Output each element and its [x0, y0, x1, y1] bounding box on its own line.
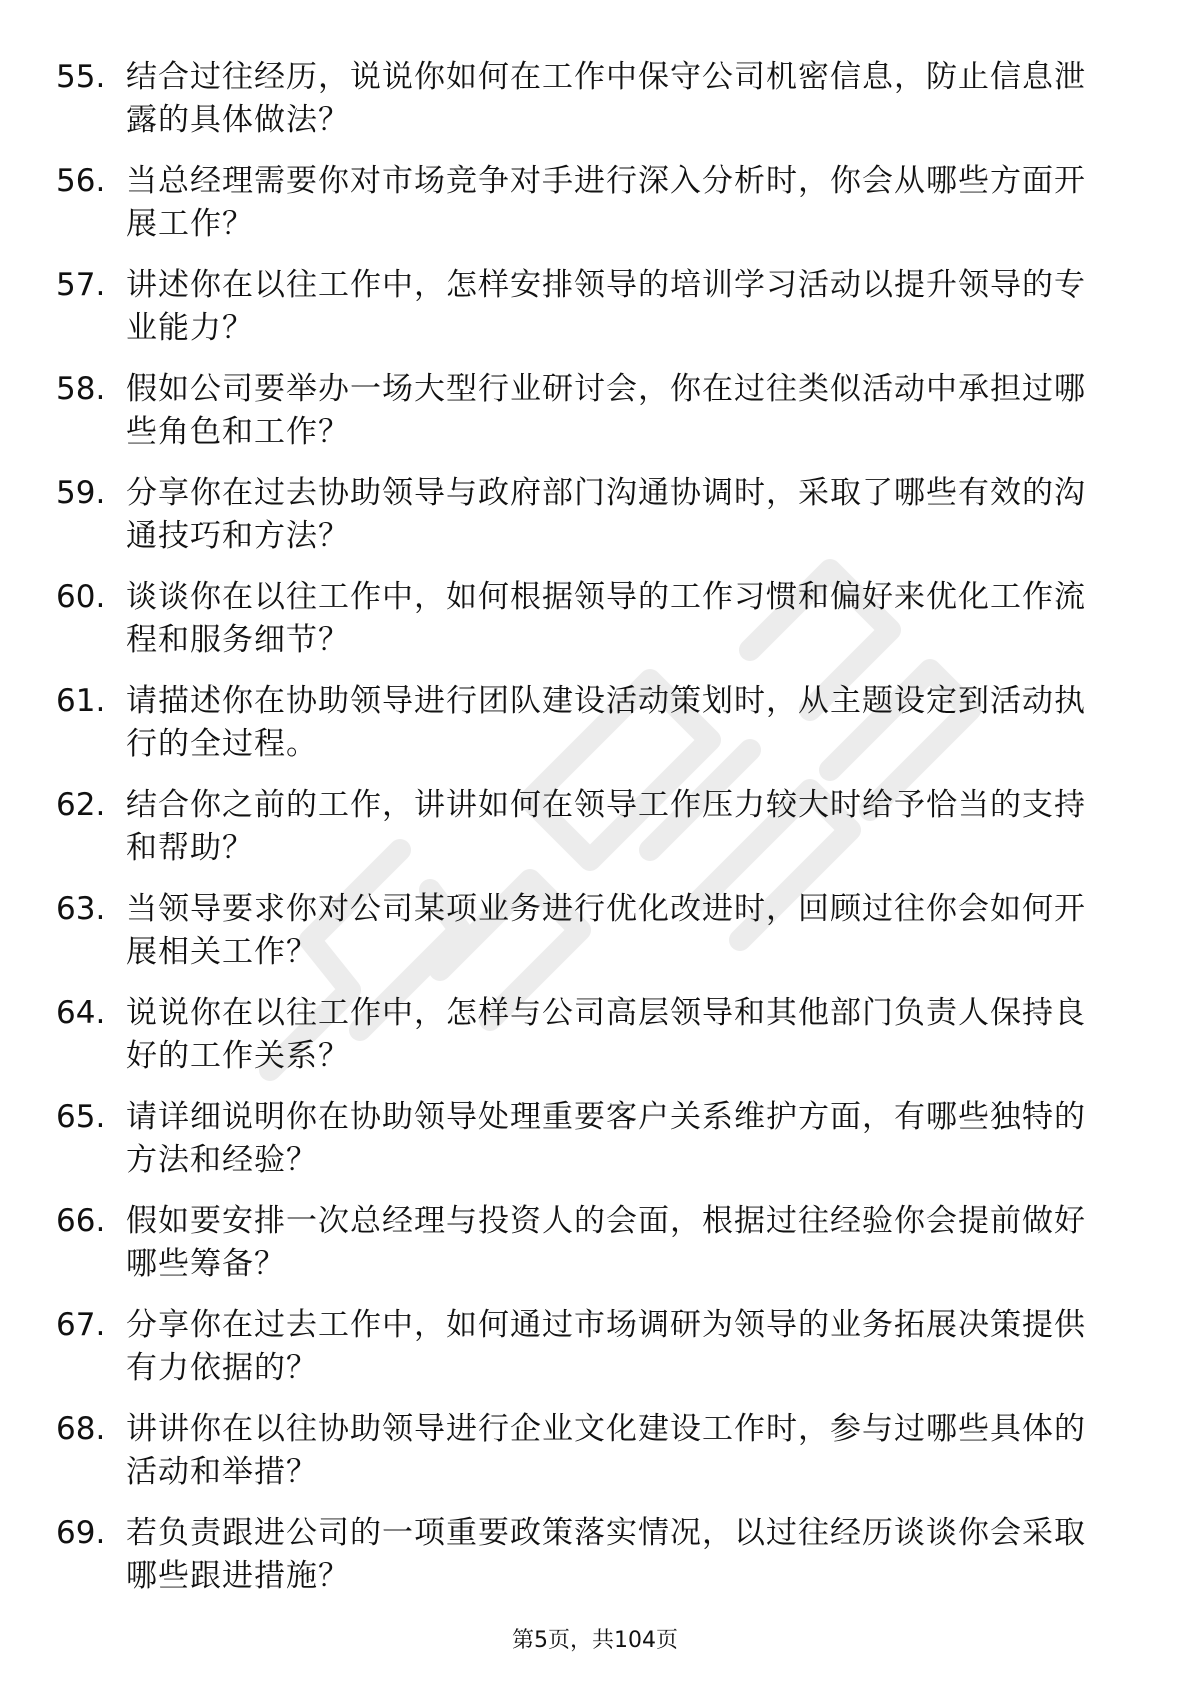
- question-item: [56, 56, 1116, 160]
- question-number: 58.: [56, 371, 106, 407]
- question-list: [56, 56, 1116, 1616]
- question-number: 67.: [56, 1307, 106, 1343]
- question-number: 61.: [56, 683, 106, 719]
- question-item: [56, 1512, 1116, 1616]
- question-item: [56, 784, 1116, 888]
- question-number: 65.: [56, 1099, 106, 1135]
- question-text: 当领导要求你对公司某项业务进行优化改进时，回顾过往你会如何开展相关工作？: [126, 891, 1086, 970]
- question-item: [56, 888, 1116, 992]
- question-text: 若负责跟进公司的一项重要政策落实情况，以过往经历谈谈你会采取哪些跟进措施？: [126, 1515, 1086, 1594]
- question-number: 68.: [56, 1411, 106, 1447]
- question-item: [56, 992, 1116, 1096]
- question-text: 分享你在过去工作中，如何通过市场调研为领导的业务拓展决策提供有力依据的？: [126, 1307, 1086, 1386]
- question-number: 56.: [56, 163, 106, 199]
- question-text: 假如要安排一次总经理与投资人的会面，根据过往经验你会提前做好哪些筹备？: [126, 1203, 1086, 1282]
- question-text: 讲述你在以往工作中，怎样安排领导的培训学习活动以提升领导的专业能力？: [126, 267, 1086, 346]
- question-text: 分享你在过去协助领导与政府部门沟通协调时，采取了哪些有效的沟通技巧和方法？: [126, 475, 1086, 554]
- question-item: [56, 160, 1116, 264]
- question-item: [56, 368, 1116, 472]
- question-text: 结合你之前的工作，讲讲如何在领导工作压力较大时给予恰当的支持和帮助？: [126, 787, 1086, 866]
- question-text: 结合过往经历，说说你如何在工作中保守公司机密信息，防止信息泄露的具体做法？: [126, 59, 1086, 138]
- question-number: 57.: [56, 267, 106, 303]
- question-item: [56, 680, 1116, 784]
- question-text: 讲讲你在以往协助领导进行企业文化建设工作时，参与过哪些具体的活动和举措？: [126, 1411, 1086, 1490]
- question-text: 请描述你在协助领导进行团队建设活动策划时，从主题设定到活动执行的全过程。: [126, 683, 1086, 762]
- question-number: 60.: [56, 579, 106, 615]
- page-number-footer: 第5页，共104页: [512, 1628, 678, 1653]
- question-text: 请详细说明你在协助领导处理重要客户关系维护方面，有哪些独特的方法和经验？: [126, 1099, 1086, 1178]
- question-item: [56, 472, 1116, 576]
- question-item: [56, 1200, 1116, 1304]
- question-number: 59.: [56, 475, 106, 511]
- question-item: [56, 1096, 1116, 1200]
- question-number: 62.: [56, 787, 106, 823]
- question-item: [56, 264, 1116, 368]
- question-item: [56, 1304, 1116, 1408]
- question-text: 说说你在以往工作中，怎样与公司高层领导和其他部门负责人保持良好的工作关系？: [126, 995, 1086, 1074]
- question-number: 55.: [56, 59, 106, 95]
- question-number: 69.: [56, 1515, 106, 1551]
- question-text: 假如公司要举办一场大型行业研讨会，你在过往类似活动中承担过哪些角色和工作？: [126, 371, 1086, 450]
- question-number: 64.: [56, 995, 106, 1031]
- question-item: [56, 1408, 1116, 1512]
- question-item: [56, 576, 1116, 680]
- question-number: 63.: [56, 891, 106, 927]
- question-number: 66.: [56, 1203, 106, 1239]
- question-text: 当总经理需要你对市场竞争对手进行深入分析时，你会从哪些方面开展工作？: [126, 163, 1086, 242]
- question-text: 谈谈你在以往工作中，如何根据领导的工作习惯和偏好来优化工作流程和服务细节？: [126, 579, 1086, 658]
